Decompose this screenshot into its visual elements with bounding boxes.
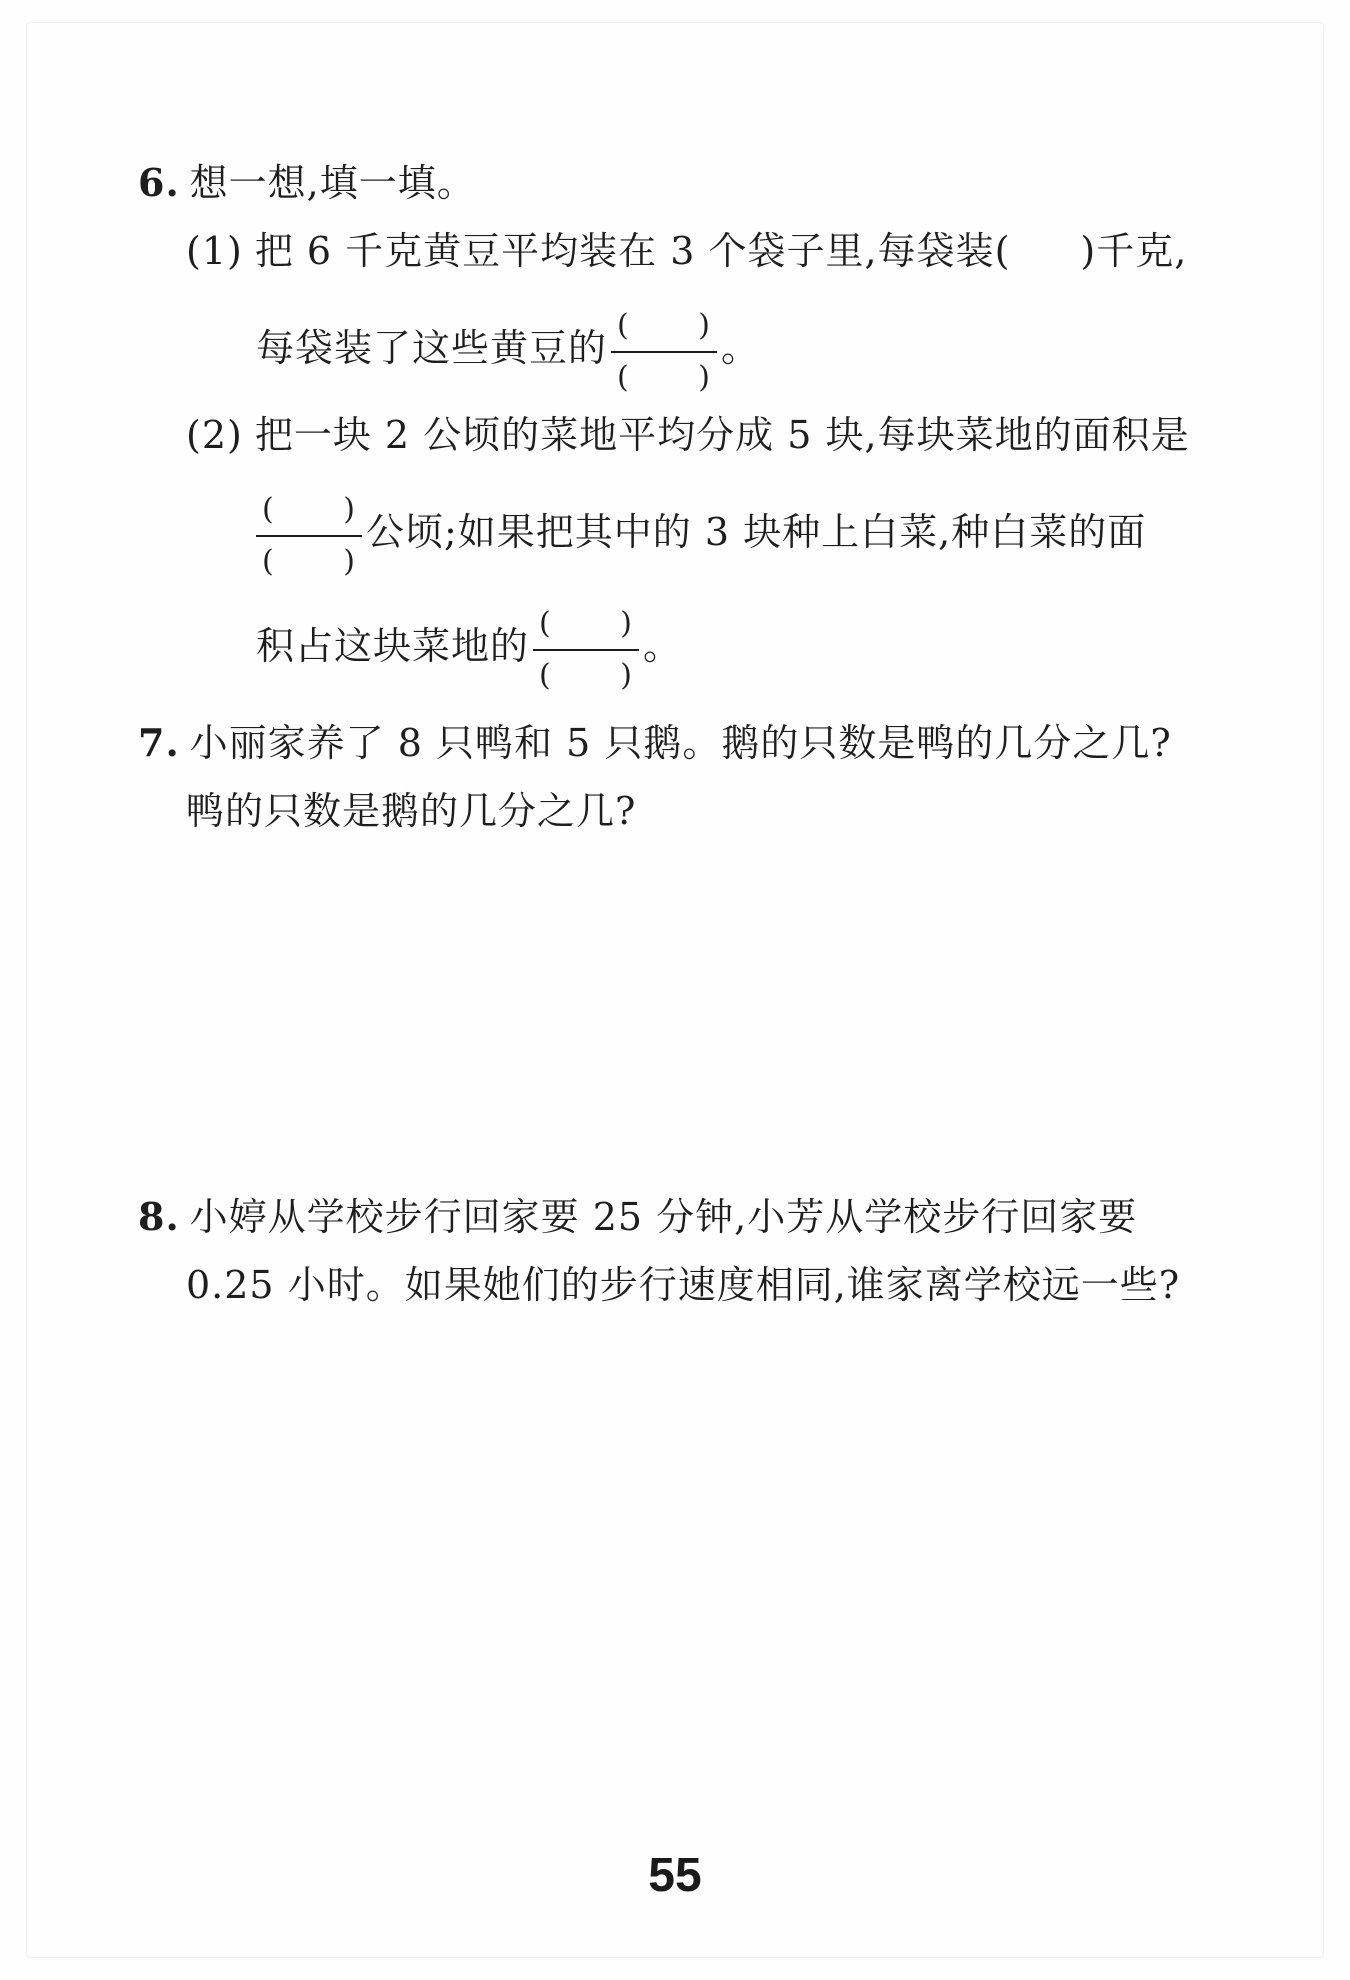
fraction-denominator-blank[interactable]: ( ) — [262, 543, 356, 579]
question-6-title — [138, 158, 476, 208]
fraction-denominator-blank[interactable]: ( ) — [539, 657, 634, 693]
question-6-part-2-line-1 — [186, 410, 1190, 460]
question-text: 小丽家养了 8 只鸭和 5 只鹅。鹅的只数是鸭的几分之几? — [189, 721, 1172, 765]
question-text: 鸭的只数是鹅的几分之几? — [186, 789, 637, 833]
fraction-numerator-blank[interactable]: ( ) — [262, 491, 356, 527]
question-6-part-2-line-3 — [256, 596, 682, 698]
question-text: 公顷;如果把其中的 3 块种上白菜,种白菜的面 — [366, 510, 1147, 554]
fraction-numerator-blank[interactable]: ( ) — [539, 605, 634, 641]
question-6-part-1-line-1 — [186, 226, 1187, 276]
fraction-bar — [256, 535, 362, 537]
question-text: 把 6 千克黄豆平均装在 3 个袋子里,每袋装( — [254, 229, 1011, 273]
question-number: 8. — [138, 1194, 180, 1239]
question-text: 积占这块菜地的 — [256, 624, 530, 668]
fraction-numerator-blank[interactable]: ( ) — [617, 307, 712, 343]
fraction-denominator-blank[interactable]: ( ) — [617, 359, 712, 395]
question-8-line-1 — [138, 1192, 1137, 1242]
question-text: 每袋装了这些黄豆的 — [256, 326, 608, 370]
question-6-part-2-line-2 — [256, 482, 1146, 584]
question-text: 0.25 小时。如果她们的步行速度相同,谁家离学校远一些? — [186, 1263, 1181, 1307]
question-prompt: 想一想,填一填。 — [189, 161, 476, 205]
question-text: )千克, — [1080, 229, 1188, 273]
question-6-part-1-line-2 — [256, 298, 760, 400]
sub-question-label: (1) — [186, 229, 243, 273]
question-8-answer-area[interactable] — [186, 1330, 1206, 1810]
fraction-blank[interactable] — [256, 488, 362, 584]
sub-question-label: (2) — [186, 413, 243, 457]
question-7-answer-area[interactable] — [186, 850, 1206, 1150]
question-number: 7. — [138, 720, 180, 765]
punctuation: 。 — [643, 624, 683, 668]
fraction-bar — [611, 351, 717, 353]
fraction-blank[interactable] — [533, 602, 639, 698]
fraction-blank[interactable] — [611, 304, 717, 400]
question-text: 把一块 2 公顷的菜地平均分成 5 块,每块菜地的面积是 — [254, 413, 1190, 457]
page-number: 55 — [648, 1849, 702, 1902]
question-8-line-2 — [186, 1260, 1180, 1310]
fraction-bar — [533, 649, 639, 651]
question-text: 小婷从学校步行回家要 25 分钟,小芳从学校步行回家要 — [189, 1195, 1138, 1239]
question-number: 6. — [138, 160, 180, 205]
question-7-line-2 — [186, 786, 636, 836]
question-7-line-1 — [138, 718, 1172, 768]
punctuation: 。 — [721, 326, 761, 370]
